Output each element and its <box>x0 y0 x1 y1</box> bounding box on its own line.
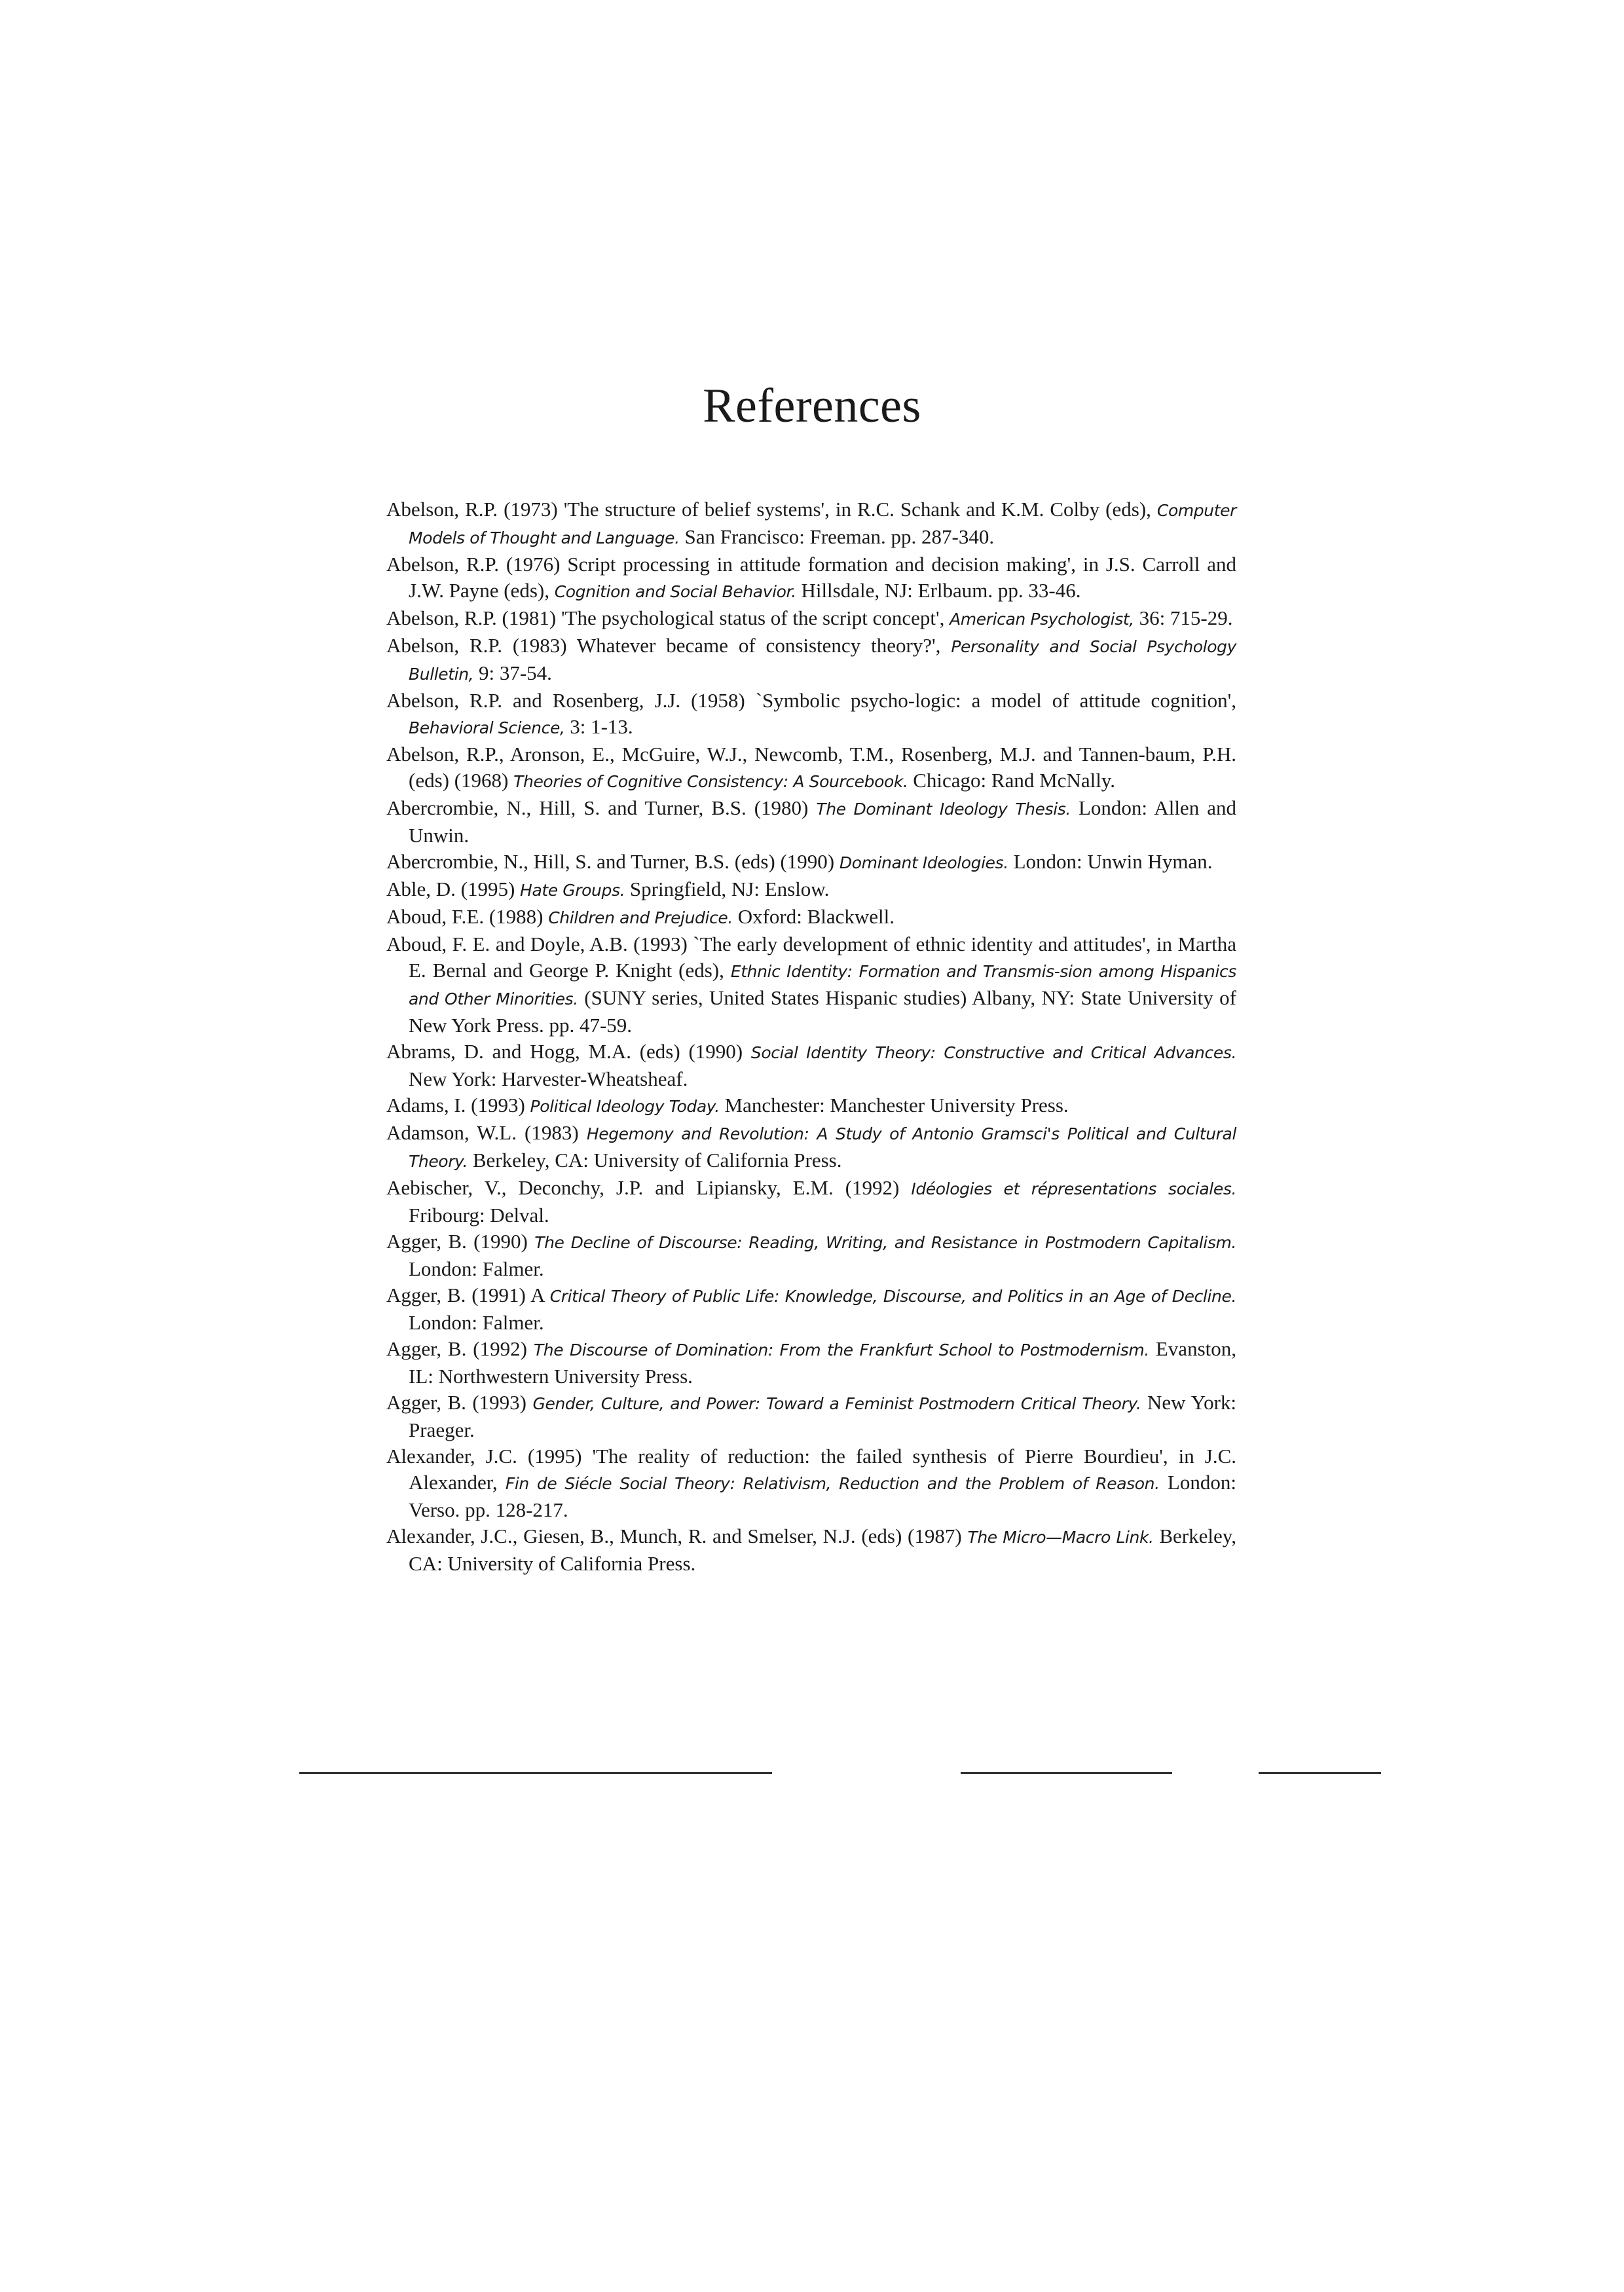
reference-text: Aboud, F. E. and Doyle, A.B. (1993) `The early development of ethnic identity and attitudes', in Martha E. Bernal and George P. Knight (eds), <box>386 933 1236 982</box>
reference-text: Oxford: Blackwell. <box>732 905 895 928</box>
reference-title: Theories of Cognitive Consistency: A Sourcebook. <box>513 772 908 791</box>
reference-title: Fin de Siécle Social Theory: Relativism, Reduction and the Problem of Reason. <box>505 1474 1160 1493</box>
reference-text: Agger, B. (1990) <box>386 1230 535 1253</box>
reference-entry <box>386 1282 1236 1336</box>
reference-entry <box>386 1175 1236 1229</box>
reference-list <box>386 496 1236 1577</box>
reference-text: Berkeley, CA: University of California Press. <box>409 1525 1236 1575</box>
reference-title: Computer Models of Thought and Language. <box>409 501 1236 547</box>
reference-text: London: Allen and Unwin. <box>409 796 1236 847</box>
reference-entry <box>386 1336 1236 1390</box>
reference-entry <box>386 931 1236 1039</box>
reference-entry <box>386 1120 1236 1175</box>
reference-text: Abercrombie, N., Hill, S. and Turner, B.S. (1980) <box>386 796 817 819</box>
reference-title: American Psychologist, <box>950 610 1134 629</box>
reference-entry <box>386 688 1236 741</box>
reference-title: Social Identity Theory: Constructive and Critical Advances. <box>750 1043 1236 1062</box>
reference-title: Behavioral Science, <box>409 718 565 737</box>
reference-text: London: Verso. pp. 128-217. <box>409 1471 1236 1521</box>
reference-title: Idéologies et répresentations sociales. <box>911 1179 1236 1198</box>
reference-text: San Francisco: Freeman. pp. 287-340. <box>679 525 995 548</box>
reference-entry <box>386 795 1236 849</box>
reference-text: Aebischer, V., Deconchy, J.P. and Lipiansky, E.M. (1992) <box>386 1176 912 1199</box>
reference-entry <box>386 849 1236 876</box>
reference-text: Abelson, R.P. and Rosenberg, J.J. (1958) `Symbolic psycho-logic: a model of attitude cognition', <box>386 689 1236 712</box>
reference-title: Hegemony and Revolution: A Study of Antonio Gramsci's Political and Cultural Theory. <box>409 1124 1237 1171</box>
reference-entry <box>386 876 1236 904</box>
reference-text: Abelson, R.P. (1983) Whatever became of consistency theory?', <box>386 634 951 657</box>
reference-title: The Decline of Discourse: Reading, Writing, and Resistance in Postmodern Capitalism. <box>534 1233 1236 1252</box>
reference-entry <box>386 496 1236 551</box>
reference-text: Abelson, R.P., Aronson, E., McGuire, W.J., Newcomb, T.M., Rosenberg, M.J. and Tannen-baum, P.H. (eds) (1968) <box>386 743 1236 792</box>
reference-text: Abelson, R.P. (1973) 'The structure of belief systems', in R.C. Schank and K.M. Colby (eds), <box>386 498 1157 521</box>
reference-title: Gender, Culture, and Power: Toward a Feminist Postmodern Critical Theory. <box>532 1394 1141 1413</box>
reference-text: 3: 1-13. <box>564 715 633 738</box>
reference-text: London: Unwin Hyman. <box>1008 850 1213 873</box>
reference-entry <box>386 605 1236 633</box>
reference-text: London: Falmer. <box>409 1257 544 1280</box>
reference-text: Abrams, D. and Hogg, M.A. (eds) (1990) <box>386 1040 751 1063</box>
reference-title: Political Ideology Today. <box>530 1097 720 1116</box>
page-title: References <box>703 379 921 433</box>
reference-text: Able, D. (1995) <box>386 878 521 900</box>
reference-text: 36: 715-29. <box>1134 606 1233 629</box>
reference-text: Manchester: Manchester University Press. <box>719 1094 1069 1117</box>
reference-title: Hate Groups. <box>520 881 625 900</box>
reference-entry <box>386 1443 1236 1523</box>
reference-text: Berkeley, CA: University of California Press. <box>468 1149 842 1172</box>
reference-entry <box>386 551 1236 605</box>
reference-text: London: Falmer. <box>409 1311 544 1334</box>
reference-text: New York: Praeger. <box>409 1391 1237 1441</box>
reference-title: Personality and Social Psychology Bulletin, <box>409 637 1236 684</box>
reference-entry <box>386 1523 1236 1577</box>
reference-entry <box>386 904 1236 931</box>
reference-text: Evanston, IL: Northwestern University Press. <box>409 1337 1236 1388</box>
footer-rule-left <box>299 1772 772 1774</box>
reference-title: The Micro—Macro Link. <box>967 1528 1154 1547</box>
reference-text: (SUNY series, United States Hispanic studies) Albany, NY: State University of New York Press. pp. 47-59. <box>409 986 1236 1037</box>
reference-entry <box>386 1092 1236 1120</box>
reference-entry <box>386 1039 1236 1092</box>
reference-text: Alexander, J.C. (1995) 'The reality of reduction: the failed synthesis of Pierre Bourdieu', in J.C. Alexander, <box>386 1445 1236 1494</box>
reference-title: Cognition and Social Behavior. <box>554 582 796 601</box>
reference-text: Chicago: Rand McNally. <box>908 769 1116 792</box>
reference-entry <box>386 633 1236 688</box>
reference-text: Springfield, NJ: Enslow. <box>625 878 830 900</box>
reference-title: Children and Prejudice. <box>548 908 733 927</box>
reference-text: Adams, I. (1993) <box>386 1094 530 1117</box>
reference-text: Agger, B. (1991) A <box>386 1284 550 1306</box>
reference-text: Adamson, W.L. (1983) <box>386 1121 587 1144</box>
reference-text: Fribourg: Delval. <box>409 1204 549 1227</box>
reference-text: Abercrombie, N., Hill, S. and Turner, B.S. (eds) (1990) <box>386 850 840 873</box>
reference-title: Ethnic Identity: Formation and Transmis-sion among Hispanics and Other Minorities. <box>409 962 1236 1008</box>
footer-rule-right <box>1259 1772 1381 1774</box>
reference-text: Alexander, J.C., Giesen, B., Munch, R. and Smelser, N.J. (eds) (1987) <box>386 1525 968 1547</box>
reference-text: 9: 37-54. <box>473 661 552 684</box>
reference-entry <box>386 1390 1236 1443</box>
reference-title: Critical Theory of Public Life: Knowledge, Discourse, and Politics in an Age of Decline. <box>549 1287 1236 1306</box>
reference-title: Dominant Ideologies. <box>839 853 1008 872</box>
reference-text: New York: Harvester-Wheatsheaf. <box>409 1067 688 1090</box>
reference-text: Aboud, F.E. (1988) <box>386 905 549 928</box>
reference-text: Abelson, R.P. (1981) 'The psychological status of the script concept', <box>386 606 950 629</box>
reference-text: Agger, B. (1993) <box>386 1391 533 1414</box>
reference-text: Agger, B. (1992) <box>386 1337 534 1360</box>
reference-title: The Dominant Ideology Thesis. <box>816 800 1071 819</box>
footer-rule-middle <box>961 1772 1172 1774</box>
reference-text: Hillsdale, NJ: Erlbaum. pp. 33-46. <box>796 579 1081 602</box>
reference-entry <box>386 741 1236 795</box>
reference-title: The Discourse of Domination: From the Frankfurt School to Postmodernism. <box>533 1340 1149 1359</box>
reference-entry <box>386 1229 1236 1282</box>
reference-text: Abelson, R.P. (1976) Script processing in attitude formation and decision making', in J.S. Carroll and J.W. Payne (eds), <box>386 553 1236 602</box>
